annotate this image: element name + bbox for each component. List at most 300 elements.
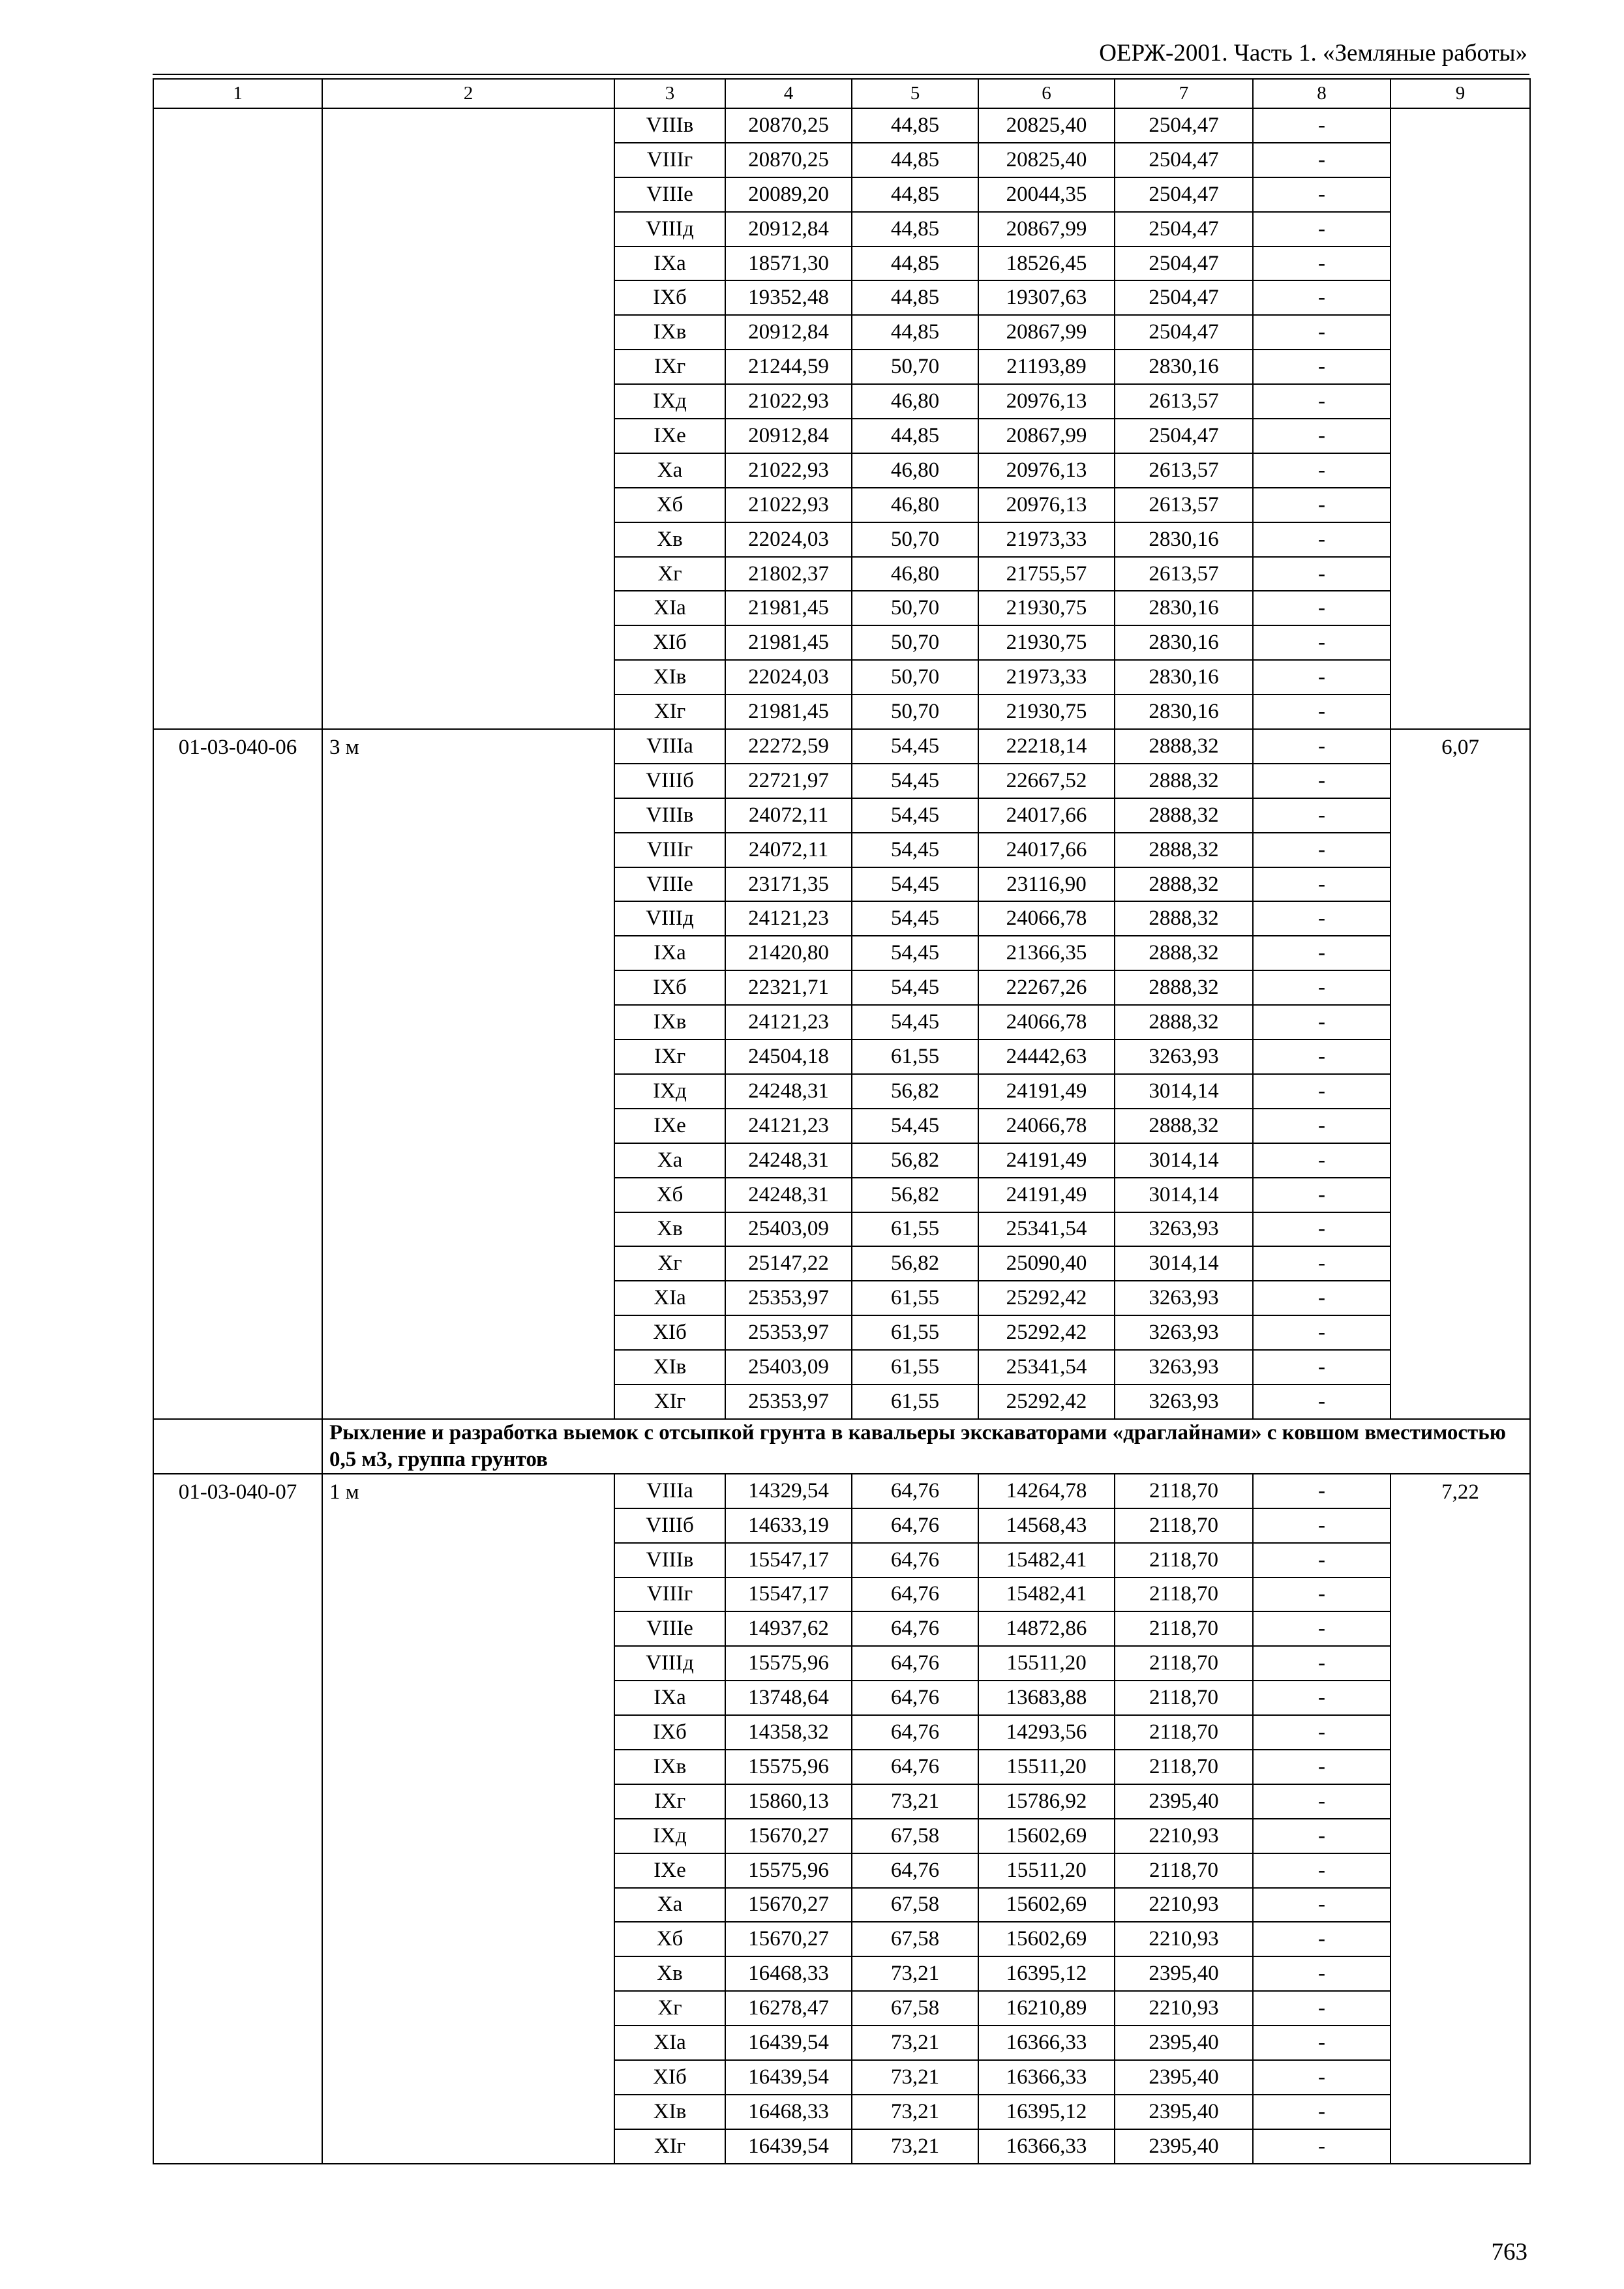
value-cell: 64,76 (852, 1474, 978, 1508)
value-cell: 2210,93 (1115, 1991, 1253, 2026)
value-cell: 2395,40 (1115, 2026, 1253, 2060)
value-cell: 2118,70 (1115, 1474, 1253, 1508)
value-cell: 25341,54 (978, 1212, 1115, 1247)
soil-group-cell: XIв (614, 2095, 725, 2129)
value-cell: - (1253, 764, 1391, 798)
value-cell: 25147,22 (725, 1246, 852, 1281)
value-cell: - (1253, 625, 1391, 660)
value-cell: 21930,75 (978, 591, 1115, 625)
value-cell: - (1253, 280, 1391, 315)
value-cell: 73,21 (852, 1784, 978, 1819)
depth-cell: 3 м (322, 729, 614, 1419)
soil-group-cell: XIг (614, 2129, 725, 2164)
value-cell: 2888,32 (1115, 764, 1253, 798)
value-cell: 50,70 (852, 522, 978, 557)
soil-group-cell: Xа (614, 453, 725, 488)
soil-group-cell: IXа (614, 247, 725, 281)
value-cell: - (1253, 1956, 1391, 1991)
section-title: Рыхление и разработка выемок с отсыпкой грунта в кавальеры экскаваторами «драглайнами» с ковшом вместимостью 0,5 м3, группа грунтов (322, 1419, 1530, 1474)
value-cell: 2504,47 (1115, 143, 1253, 177)
value-cell: 18571,30 (725, 247, 852, 281)
value-cell: 21022,93 (725, 488, 852, 522)
value-cell: 2210,93 (1115, 1888, 1253, 1922)
value-cell: 50,70 (852, 625, 978, 660)
value-cell: - (1253, 1350, 1391, 1384)
value-cell: 25353,97 (725, 1281, 852, 1315)
value-cell: 3014,14 (1115, 1074, 1253, 1109)
soil-group-cell: XIб (614, 1315, 725, 1350)
value-cell: 64,76 (852, 1715, 978, 1750)
value-cell: - (1253, 695, 1391, 729)
value-cell: 2504,47 (1115, 212, 1253, 247)
value-cell: 24248,31 (725, 1074, 852, 1109)
soil-group-cell: Xв (614, 522, 725, 557)
value-cell: 22024,03 (725, 660, 852, 695)
value-cell: 2830,16 (1115, 660, 1253, 695)
header-rule (153, 74, 1529, 75)
value-cell: 44,85 (852, 247, 978, 281)
value-cell: 2888,32 (1115, 1109, 1253, 1143)
soil-group-cell: Xг (614, 557, 725, 591)
value-cell: 20867,99 (978, 419, 1115, 453)
soil-group-cell: Xа (614, 1143, 725, 1178)
value-cell: 14872,86 (978, 1611, 1115, 1646)
value-cell: 21755,57 (978, 557, 1115, 591)
section-heading-row (153, 1419, 1530, 1474)
value-cell: 13748,64 (725, 1681, 852, 1715)
value-cell: 56,82 (852, 1178, 978, 1212)
depth-cell: 1 м (322, 1474, 614, 2164)
soil-group-cell: IXв (614, 1750, 725, 1784)
value-cell: - (1253, 936, 1391, 970)
soil-group-cell: IXа (614, 1681, 725, 1715)
column-number: 1 (153, 79, 322, 108)
soil-group-cell: VIIIд (614, 212, 725, 247)
value-cell: 15575,96 (725, 1646, 852, 1681)
value-cell: 25292,42 (978, 1384, 1115, 1419)
value-cell: 20089,20 (725, 177, 852, 212)
value-cell: 14358,32 (725, 1715, 852, 1750)
value-cell: 3263,93 (1115, 1040, 1253, 1074)
value-cell: - (1253, 247, 1391, 281)
value-cell: 2118,70 (1115, 1750, 1253, 1784)
value-cell: 24191,49 (978, 1074, 1115, 1109)
value-cell: 16439,54 (725, 2026, 852, 2060)
value-cell: - (1253, 1578, 1391, 1612)
value-cell: 16395,12 (978, 1956, 1115, 1991)
value-cell: - (1253, 2129, 1391, 2164)
value-cell: - (1253, 867, 1391, 902)
value-cell: 21420,80 (725, 936, 852, 970)
value-cell: 44,85 (852, 177, 978, 212)
value-cell: 2118,70 (1115, 1508, 1253, 1543)
value-cell: 2888,32 (1115, 729, 1253, 764)
value-cell: 2888,32 (1115, 901, 1253, 936)
value-cell: - (1253, 350, 1391, 384)
value-cell: 54,45 (852, 901, 978, 936)
value-cell: 73,21 (852, 2095, 978, 2129)
value-cell: - (1253, 1888, 1391, 1922)
value-cell: 15482,41 (978, 1578, 1115, 1612)
value-cell: 21981,45 (725, 591, 852, 625)
value-cell: 21366,35 (978, 936, 1115, 970)
value-cell: 2613,57 (1115, 384, 1253, 419)
value-cell: 20976,13 (978, 488, 1115, 522)
value-cell: 20867,99 (978, 315, 1115, 350)
soil-group-cell: IXб (614, 1715, 725, 1750)
value-cell: 64,76 (852, 1611, 978, 1646)
value-cell: 46,80 (852, 453, 978, 488)
value-cell: - (1253, 1681, 1391, 1715)
value-cell: - (1253, 1991, 1391, 2026)
soil-group-cell: Xг (614, 1246, 725, 1281)
value-cell: 15482,41 (978, 1543, 1115, 1578)
value-cell: 22721,97 (725, 764, 852, 798)
soil-group-cell: Xв (614, 1212, 725, 1247)
soil-group-cell: IXг (614, 1040, 725, 1074)
value-cell: 64,76 (852, 1681, 978, 1715)
value-cell: - (1253, 1040, 1391, 1074)
value-cell: 67,58 (852, 1991, 978, 2026)
value-cell: 2504,47 (1115, 419, 1253, 453)
soil-group-cell: IXе (614, 419, 725, 453)
value-cell: 67,58 (852, 1922, 978, 1956)
value-cell: 24072,11 (725, 798, 852, 833)
value-cell: 21802,37 (725, 557, 852, 591)
col9-value-cell: 6,07 (1391, 729, 1530, 1419)
value-cell: 15670,27 (725, 1819, 852, 1853)
value-cell: 2118,70 (1115, 1681, 1253, 1715)
value-cell: 23116,90 (978, 867, 1115, 902)
value-cell: 24066,78 (978, 1109, 1115, 1143)
column-number-row (153, 79, 1530, 108)
value-cell: 21930,75 (978, 695, 1115, 729)
value-cell: 54,45 (852, 729, 978, 764)
value-cell: - (1253, 1384, 1391, 1419)
value-cell: 22267,26 (978, 970, 1115, 1005)
value-cell: - (1253, 1646, 1391, 1681)
value-cell: 54,45 (852, 867, 978, 902)
value-cell: 24504,18 (725, 1040, 852, 1074)
value-cell: 44,85 (852, 280, 978, 315)
value-cell: 61,55 (852, 1350, 978, 1384)
column-number: 2 (322, 79, 614, 108)
value-cell: 22024,03 (725, 522, 852, 557)
value-cell: - (1253, 1784, 1391, 1819)
table-row (153, 108, 1530, 143)
value-cell: 24121,23 (725, 901, 852, 936)
soil-group-cell: XIг (614, 1384, 725, 1419)
soil-group-cell: XIб (614, 2060, 725, 2095)
value-cell: - (1253, 1819, 1391, 1853)
soil-group-cell: XIа (614, 1281, 725, 1315)
value-cell: 2118,70 (1115, 1578, 1253, 1612)
value-cell: - (1253, 1611, 1391, 1646)
value-cell: 3014,14 (1115, 1178, 1253, 1212)
value-cell: 44,85 (852, 212, 978, 247)
value-cell: 64,76 (852, 1578, 978, 1612)
value-cell: 2395,40 (1115, 2129, 1253, 2164)
value-cell: 2504,47 (1115, 247, 1253, 281)
value-cell: 2395,40 (1115, 1784, 1253, 1819)
value-cell: 21981,45 (725, 695, 852, 729)
value-cell: 2888,32 (1115, 833, 1253, 867)
value-cell: 20912,84 (725, 419, 852, 453)
value-cell: 20912,84 (725, 315, 852, 350)
value-cell: - (1253, 143, 1391, 177)
value-cell: 16210,89 (978, 1991, 1115, 2026)
value-cell: - (1253, 1281, 1391, 1315)
value-cell: - (1253, 557, 1391, 591)
value-cell: 2613,57 (1115, 488, 1253, 522)
soil-group-cell: IXа (614, 936, 725, 970)
value-cell: 18526,45 (978, 247, 1115, 281)
value-cell: 54,45 (852, 833, 978, 867)
value-cell: 61,55 (852, 1315, 978, 1350)
value-cell: 15670,27 (725, 1888, 852, 1922)
value-cell: - (1253, 1212, 1391, 1247)
table-row (153, 729, 1530, 764)
value-cell: 64,76 (852, 1750, 978, 1784)
rate-code-cell: 01-03-040-06 (153, 729, 322, 1419)
value-cell: 44,85 (852, 143, 978, 177)
soil-group-cell: VIIIе (614, 1611, 725, 1646)
column-number: 4 (725, 79, 852, 108)
section-empty-cell (153, 1419, 322, 1474)
value-cell: 50,70 (852, 695, 978, 729)
value-cell: 25292,42 (978, 1315, 1115, 1350)
value-cell: 2504,47 (1115, 108, 1253, 143)
value-cell: 21022,93 (725, 453, 852, 488)
soil-group-cell: VIIIг (614, 1578, 725, 1612)
value-cell: 15511,20 (978, 1750, 1115, 1784)
soil-group-cell: IXб (614, 280, 725, 315)
value-cell: 64,76 (852, 1646, 978, 1681)
value-cell: 15786,92 (978, 1784, 1115, 1819)
value-cell: 46,80 (852, 557, 978, 591)
value-cell: 2118,70 (1115, 1543, 1253, 1578)
rate-code-cell: 01-03-040-07 (153, 1474, 322, 2164)
value-cell: 25353,97 (725, 1315, 852, 1350)
value-cell: 14633,19 (725, 1508, 852, 1543)
value-cell: 2888,32 (1115, 1005, 1253, 1040)
soil-group-cell: VIIIе (614, 867, 725, 902)
value-cell: - (1253, 901, 1391, 936)
value-cell: 15860,13 (725, 1784, 852, 1819)
value-cell: 14937,62 (725, 1611, 852, 1646)
value-cell: - (1253, 419, 1391, 453)
value-cell: 25090,40 (978, 1246, 1115, 1281)
value-cell: 22667,52 (978, 764, 1115, 798)
soil-group-cell: Xб (614, 1178, 725, 1212)
value-cell: - (1253, 1143, 1391, 1178)
value-cell: 46,80 (852, 384, 978, 419)
value-cell: 2830,16 (1115, 350, 1253, 384)
value-cell: 2210,93 (1115, 1819, 1253, 1853)
value-cell: 16366,33 (978, 2060, 1115, 2095)
value-cell: 2888,32 (1115, 867, 1253, 902)
value-cell: 2888,32 (1115, 798, 1253, 833)
soil-group-cell: IXв (614, 315, 725, 350)
value-cell: 20976,13 (978, 384, 1115, 419)
value-cell: 2395,40 (1115, 2095, 1253, 2129)
value-cell: 16366,33 (978, 2129, 1115, 2164)
value-cell: 54,45 (852, 764, 978, 798)
value-cell: 15575,96 (725, 1853, 852, 1888)
soil-group-cell: VIIIд (614, 1646, 725, 1681)
value-cell: 2395,40 (1115, 2060, 1253, 2095)
value-cell: 24191,49 (978, 1178, 1115, 1212)
value-cell: - (1253, 2026, 1391, 2060)
value-cell: 2504,47 (1115, 177, 1253, 212)
value-cell: 21981,45 (725, 625, 852, 660)
value-cell: 73,21 (852, 2026, 978, 2060)
value-cell: 3263,93 (1115, 1315, 1253, 1350)
soil-group-cell: Xа (614, 1888, 725, 1922)
soil-group-cell: IXг (614, 350, 725, 384)
value-cell: 15547,17 (725, 1578, 852, 1612)
value-cell: 21973,33 (978, 522, 1115, 557)
value-cell: 54,45 (852, 970, 978, 1005)
value-cell: 20825,40 (978, 108, 1115, 143)
value-cell: 44,85 (852, 108, 978, 143)
value-cell: 73,21 (852, 2060, 978, 2095)
soil-group-cell: VIIIд (614, 901, 725, 936)
value-cell: 2888,32 (1115, 970, 1253, 1005)
value-cell: - (1253, 315, 1391, 350)
value-cell: - (1253, 970, 1391, 1005)
col9-value-cell: 7,22 (1391, 1474, 1530, 2164)
value-cell: 3014,14 (1115, 1143, 1253, 1178)
value-cell: 56,82 (852, 1074, 978, 1109)
value-cell: - (1253, 177, 1391, 212)
value-cell: 67,58 (852, 1888, 978, 1922)
value-cell: 2210,93 (1115, 1922, 1253, 1956)
soil-group-cell: XIг (614, 695, 725, 729)
value-cell: 25403,09 (725, 1212, 852, 1247)
value-cell: 14329,54 (725, 1474, 852, 1508)
value-cell: 15511,20 (978, 1646, 1115, 1681)
value-cell: 46,80 (852, 488, 978, 522)
value-cell: 64,76 (852, 1543, 978, 1578)
value-cell: 54,45 (852, 1109, 978, 1143)
value-cell: - (1253, 2060, 1391, 2095)
value-cell: 64,76 (852, 1508, 978, 1543)
value-cell: - (1253, 1922, 1391, 1956)
value-cell: 2830,16 (1115, 625, 1253, 660)
value-cell: 25341,54 (978, 1350, 1115, 1384)
soil-group-cell: IXв (614, 1005, 725, 1040)
soil-group-cell: IXг (614, 1784, 725, 1819)
value-cell: 2504,47 (1115, 280, 1253, 315)
column-number: 5 (852, 79, 978, 108)
value-cell: 3263,93 (1115, 1212, 1253, 1247)
value-cell: 24248,31 (725, 1143, 852, 1178)
value-cell: 2395,40 (1115, 1956, 1253, 1991)
value-cell: 73,21 (852, 1956, 978, 1991)
soil-group-cell: Xг (614, 1991, 725, 2026)
value-cell: 23171,35 (725, 867, 852, 902)
value-cell: 2504,47 (1115, 315, 1253, 350)
value-cell: - (1253, 2095, 1391, 2129)
value-cell: 21244,59 (725, 350, 852, 384)
column-number: 9 (1391, 79, 1530, 108)
value-cell: 16395,12 (978, 2095, 1115, 2129)
soil-group-cell: XIа (614, 2026, 725, 2060)
soil-group-cell: VIIIе (614, 177, 725, 212)
value-cell: - (1253, 833, 1391, 867)
value-cell: 61,55 (852, 1212, 978, 1247)
value-cell: 54,45 (852, 1005, 978, 1040)
value-cell: - (1253, 1246, 1391, 1281)
page-number: 763 (1491, 2239, 1527, 2266)
value-cell: 24191,49 (978, 1143, 1115, 1178)
value-cell: 21973,33 (978, 660, 1115, 695)
value-cell: 2613,57 (1115, 557, 1253, 591)
value-cell: 24017,66 (978, 798, 1115, 833)
column-number: 8 (1253, 79, 1391, 108)
soil-group-cell: XIб (614, 625, 725, 660)
soil-group-cell: VIIIа (614, 729, 725, 764)
value-cell: 24121,23 (725, 1109, 852, 1143)
value-cell: 15602,69 (978, 1922, 1115, 1956)
value-cell: 2118,70 (1115, 1853, 1253, 1888)
value-cell: - (1253, 1005, 1391, 1040)
value-cell: 14264,78 (978, 1474, 1115, 1508)
soil-group-cell: VIIIг (614, 833, 725, 867)
value-cell: 21930,75 (978, 625, 1115, 660)
value-cell: 2118,70 (1115, 1611, 1253, 1646)
value-cell: - (1253, 384, 1391, 419)
value-cell: 15670,27 (725, 1922, 852, 1956)
value-cell: 24121,23 (725, 1005, 852, 1040)
soil-group-cell: XIа (614, 591, 725, 625)
column-number: 6 (978, 79, 1115, 108)
value-cell: 13683,88 (978, 1681, 1115, 1715)
value-cell: 24442,63 (978, 1040, 1115, 1074)
col9-value-cell (1391, 108, 1530, 729)
value-cell: - (1253, 212, 1391, 247)
value-cell: 16439,54 (725, 2060, 852, 2095)
value-cell: 50,70 (852, 660, 978, 695)
value-cell: 14568,43 (978, 1508, 1115, 1543)
value-cell: - (1253, 1474, 1391, 1508)
value-cell: 15511,20 (978, 1853, 1115, 1888)
value-cell: 22272,59 (725, 729, 852, 764)
value-cell: - (1253, 1543, 1391, 1578)
value-cell: 20870,25 (725, 108, 852, 143)
value-cell: 50,70 (852, 591, 978, 625)
soil-group-cell: IXд (614, 1819, 725, 1853)
value-cell: 61,55 (852, 1384, 978, 1419)
value-cell: 15602,69 (978, 1819, 1115, 1853)
soil-group-cell: VIIIб (614, 764, 725, 798)
value-cell: 61,55 (852, 1281, 978, 1315)
value-cell: 16439,54 (725, 2129, 852, 2164)
value-cell: 20825,40 (978, 143, 1115, 177)
value-cell: - (1253, 1178, 1391, 1212)
value-cell: 24066,78 (978, 901, 1115, 936)
value-cell: 3263,93 (1115, 1350, 1253, 1384)
value-cell: 2118,70 (1115, 1715, 1253, 1750)
soil-group-cell: XIв (614, 1350, 725, 1384)
value-cell: - (1253, 1109, 1391, 1143)
value-cell: 25353,97 (725, 1384, 852, 1419)
value-cell: - (1253, 453, 1391, 488)
value-cell: 20870,25 (725, 143, 852, 177)
value-cell: - (1253, 522, 1391, 557)
value-cell: 24248,31 (725, 1178, 852, 1212)
